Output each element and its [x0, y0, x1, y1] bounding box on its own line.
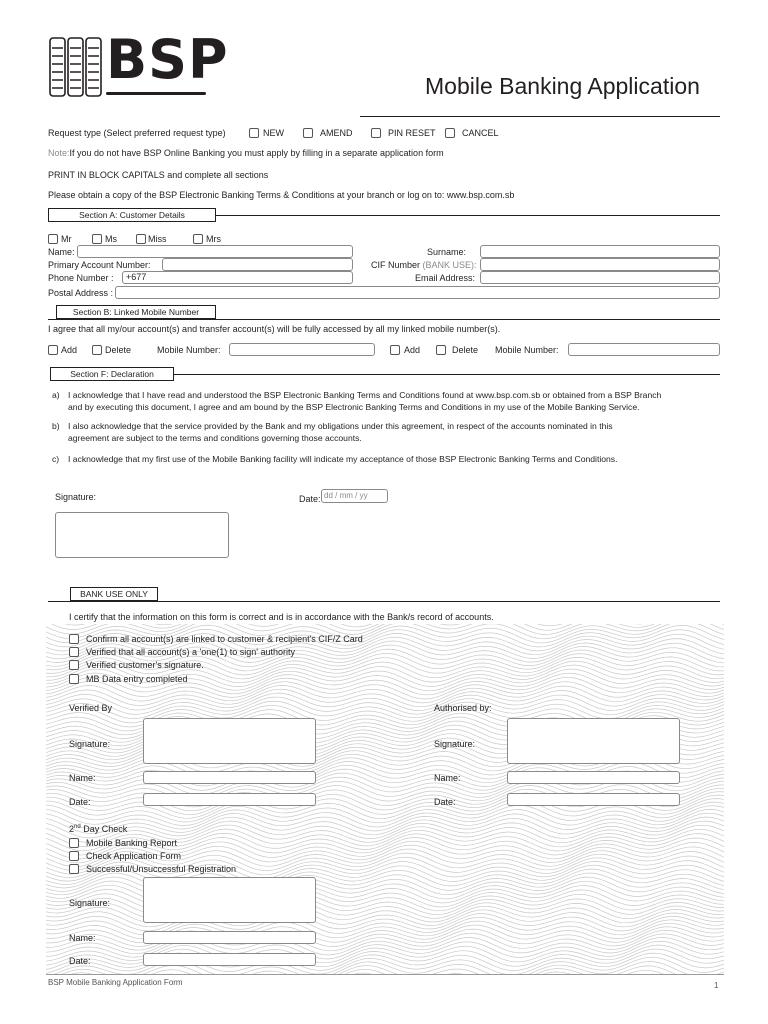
mobile1-delete-label: Delete	[105, 345, 132, 355]
phone-number-field[interactable]	[122, 271, 353, 284]
note-prefix: Note:	[48, 148, 70, 158]
mobile2-add-label: Add	[404, 345, 421, 355]
declaration-b-line2: agreement are subject to the terms and conditions governing those accounts.	[68, 433, 362, 443]
title-ms-checkbox[interactable]	[92, 234, 102, 244]
declaration-c-line1: I acknowledge that my first use of the Mobile Banking facility will indicate my acceptance of those BSP Electronic Banking Terms and Conditions.	[68, 454, 618, 464]
declaration-b-letter: b)	[52, 421, 60, 431]
section-a-title: Section A: Customer Details	[48, 208, 216, 222]
instruction-terms: Please obtain a copy of the BSP Electronic Banking Terms & Conditions at your branch or log on to: www.bsp.com.sb	[48, 190, 515, 200]
mobile1-number-field[interactable]	[229, 343, 375, 356]
authoriser-name-label: Name:	[434, 773, 461, 783]
request-cancel-label: CANCEL	[462, 128, 499, 138]
date-placeholder: dd / mm / yy	[324, 491, 368, 500]
cif-number-label	[371, 260, 477, 271]
footer-page-number: 1	[714, 981, 719, 990]
mobile2-delete-checkbox[interactable]	[436, 345, 446, 355]
day-check-number: 2	[69, 824, 75, 834]
postal-address-field[interactable]	[115, 286, 720, 299]
day-check-date-label: Date:	[69, 956, 91, 966]
mobile2-number-field[interactable]	[568, 343, 720, 356]
request-amend-checkbox[interactable]	[303, 128, 313, 138]
bsp-logo-icon	[48, 34, 110, 100]
bank-use-title: BANK USE ONLY	[70, 587, 158, 601]
day-check-signature-label: Signature:	[69, 898, 111, 908]
title-mrs-label: Mrs	[206, 234, 221, 244]
request-pin-reset-checkbox[interactable]	[371, 128, 381, 138]
bank-check-3-checkbox[interactable]	[69, 660, 79, 670]
day-check-name-label: Name:	[69, 933, 96, 943]
authorised-by-label: Authorised by:	[434, 703, 492, 713]
account-number-field[interactable]	[162, 258, 353, 271]
verified-by-label: Verified By	[69, 703, 113, 713]
logo-underline	[106, 92, 206, 95]
verifier-name-label: Name:	[69, 773, 96, 783]
section-a-rule	[216, 215, 720, 216]
cif-number-field[interactable]	[480, 258, 720, 271]
postal-address-label: Postal Address :	[48, 288, 114, 298]
authoriser-signature-box[interactable]	[507, 718, 680, 764]
surname-label: Surname:	[427, 247, 467, 257]
declaration-a-letter: a)	[52, 390, 60, 400]
mobile1-delete-checkbox[interactable]	[92, 345, 102, 355]
title-mr-label: Mr	[61, 234, 72, 244]
account-number-label: Primary Account Number:	[48, 260, 151, 270]
header-rule	[360, 116, 720, 117]
bsp-logo	[48, 28, 229, 100]
authoriser-name-field[interactable]	[507, 771, 680, 784]
cif-label-text: CIF Number	[371, 260, 421, 270]
declaration-a-line1: I acknowledge that I have read and understood the BSP Electronic Banking Terms and Conditions found at www.bsp.com.sb or obtained from a BSP Branch	[68, 390, 662, 400]
phone-number-label: Phone Number :	[48, 273, 114, 283]
surname-field[interactable]	[480, 245, 720, 258]
day-check-text: Day Check	[80, 824, 128, 834]
verifier-date-label: Date:	[69, 797, 91, 807]
authoriser-signature-label: Signature:	[434, 739, 476, 749]
verifier-name-field[interactable]	[143, 771, 316, 784]
mobile2-number-label: Mobile Number:	[495, 345, 559, 355]
title-miss-checkbox[interactable]	[136, 234, 146, 244]
title-miss-label: Miss	[148, 234, 167, 244]
declaration-c-letter: c)	[52, 454, 60, 464]
declaration-a-line2: and by executing this document, I agree and am bound by the BSP Electronic Banking Terms and Conditions in my use of the Mobile Banking Service.	[68, 402, 640, 412]
day-check-2-checkbox[interactable]	[69, 851, 79, 861]
footer-form-name: BSP Mobile Banking Application Form	[48, 978, 183, 987]
day-check-heading	[69, 822, 127, 835]
authoriser-date-field[interactable]	[507, 793, 680, 806]
section-b-agreement: I agree that all my/our account(s) and transfer account(s) will be fully accessed by all my linked mobile number(s).	[48, 324, 501, 334]
phone-prefix-value: +677	[126, 272, 147, 282]
bank-check-2-label: Verified that all account(s) a 'one(1) to sign' authority	[86, 647, 296, 657]
section-f-rule	[174, 374, 720, 375]
page-title: Mobile Banking Application	[425, 73, 700, 99]
mobile1-add-label: Add	[61, 345, 78, 355]
day-check-2-label: Check Application Form	[86, 851, 182, 861]
customer-signature-box[interactable]	[55, 512, 229, 558]
day-check-1-checkbox[interactable]	[69, 838, 79, 848]
email-label: Email Address:	[415, 273, 476, 283]
day-check-date-field[interactable]	[143, 953, 316, 966]
day-check-3-label: Successful/Unsuccessful Registration	[86, 864, 237, 874]
title-ms-label: Ms	[105, 234, 117, 244]
day-check-3-checkbox[interactable]	[69, 864, 79, 874]
request-cancel-checkbox[interactable]	[445, 128, 455, 138]
section-b-rule	[48, 319, 720, 320]
request-pin-reset-label: PIN RESET	[388, 128, 436, 138]
verifier-signature-label: Signature:	[69, 739, 111, 749]
bank-check-4-checkbox[interactable]	[69, 674, 79, 684]
bank-check-4-label: MB Data entry completed	[86, 674, 188, 684]
bank-check-3-label: Verified customer's signature.	[86, 660, 204, 670]
request-amend-label: AMEND	[320, 128, 353, 138]
section-f-title: Section F: Declaration	[50, 367, 174, 381]
mobile2-add-checkbox[interactable]	[390, 345, 400, 355]
cif-note: (BANK USE):	[422, 260, 477, 270]
customer-signature-label: Signature:	[55, 492, 97, 502]
verifier-signature-box[interactable]	[143, 718, 316, 764]
title-mrs-checkbox[interactable]	[193, 234, 203, 244]
note-line	[48, 148, 444, 159]
mobile2-delete-label: Delete	[452, 345, 479, 355]
verifier-date-field[interactable]	[143, 793, 316, 806]
footer-rule	[46, 974, 724, 975]
name-label: Name:	[48, 247, 75, 257]
title-mr-checkbox[interactable]	[48, 234, 58, 244]
name-field[interactable]	[77, 245, 353, 258]
declaration-b-line1: I also acknowledge that the service provided by the Bank and my obligations under this agreement, in respect of the accounts nominated in this	[68, 421, 613, 431]
bank-certify-text: I certify that the information on this form is correct and is in accordance with the Bank/s record of accounts.	[69, 612, 494, 622]
instruction-block-capitals: PRINT IN BLOCK CAPITALS and complete all sections	[48, 170, 269, 180]
email-field[interactable]	[480, 271, 720, 284]
bank-check-2-checkbox[interactable]	[69, 647, 79, 657]
logo-text: BSP	[106, 28, 229, 91]
day-check-1-label: Mobile Banking Report	[86, 838, 178, 848]
mobile1-add-checkbox[interactable]	[48, 345, 58, 355]
note-text: If you do not have BSP Online Banking you must apply by filling in a separate application form	[69, 148, 444, 158]
section-b-title: Section B: Linked Mobile Number	[56, 305, 216, 319]
day-check-name-field[interactable]	[143, 931, 316, 944]
request-type-label: Request type (Select preferred request type)	[48, 128, 226, 138]
day-check-superscript: nd	[74, 824, 81, 830]
day-check-signature-box[interactable]	[143, 877, 316, 923]
request-new-label: NEW	[263, 128, 284, 138]
request-new-checkbox[interactable]	[249, 128, 259, 138]
authoriser-date-label: Date:	[434, 797, 456, 807]
bank-check-1-label: Confirm all account(s) are linked to customer & recipient's CIF/Z Card	[86, 634, 363, 644]
mobile1-number-label: Mobile Number:	[157, 345, 221, 355]
customer-date-field[interactable]	[321, 489, 388, 503]
customer-date-label: Date:	[299, 494, 321, 504]
bank-check-1-checkbox[interactable]	[69, 634, 79, 644]
bank-use-rule	[48, 601, 720, 602]
